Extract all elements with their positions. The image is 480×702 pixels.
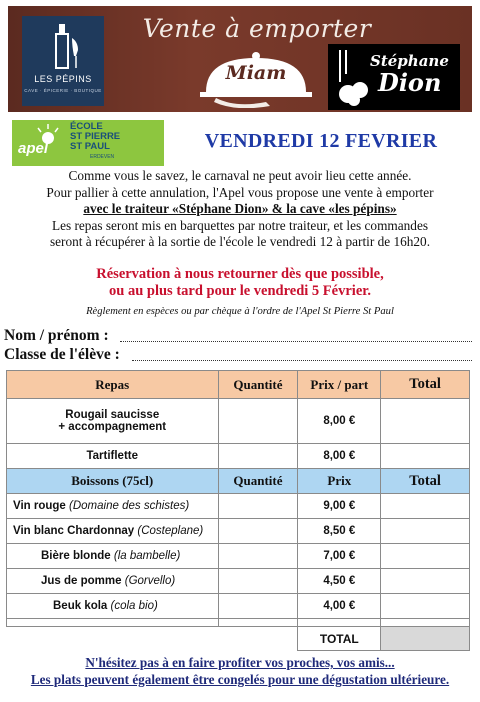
footer-notice: N'hésitez pas à en faire profiter vos proches, vos amis... Les plats peuvent également être congelés pour une dégustation ultérieure. [30, 655, 450, 687]
table-row [7, 494, 470, 519]
header-repas: Repas [7, 371, 219, 399]
apel-logo [12, 120, 164, 166]
header-total: Total [381, 371, 470, 399]
price-cell: 8,50 € [298, 519, 381, 544]
header-banner [8, 6, 472, 112]
class-field[interactable] [4, 346, 120, 364]
total-cell[interactable] [381, 519, 470, 544]
quantity-cell[interactable] [218, 494, 298, 519]
table-row [7, 544, 470, 569]
intro-paragraph: Comme vous le savez, le carnaval ne peut avoir lieu cette année. Pour pallier à cette annulation, l'Apel vous propose une vente à emporter avec le traiteur «Stéphane Dion» & la cave «les pépins» Les repas seront mis en barquettes par notre traiteur, et les commandes seront à récupérer à la sortie de l'école le vendredi 12 à partir de 16h20. [6, 168, 474, 251]
item-biere: Bière blonde (la bambelle) [7, 544, 219, 569]
order-table [6, 370, 470, 651]
table-row [7, 444, 470, 469]
date-title: VENDREDI 12 FEVRIER [204, 130, 438, 152]
table-row [7, 594, 470, 619]
table-row [7, 619, 470, 627]
total-row [7, 627, 470, 651]
total-cell[interactable] [381, 444, 470, 469]
price-cell: 8,00 € [298, 399, 381, 444]
total-label: TOTAL [298, 627, 381, 651]
pepins-subtitle: CAVE · ÉPICERIE · BOUTIQUE [24, 88, 102, 93]
item-beuk-kola: Beuk kola (cola bio) [7, 594, 219, 619]
price-cell: 4,00 € [298, 594, 381, 619]
quantity-cell[interactable] [218, 519, 298, 544]
quantity-cell[interactable] [218, 444, 298, 469]
banner-title: Vente à emporter [142, 14, 372, 43]
header-prix-part: Prix / part [298, 371, 381, 399]
payment-note: Règlement en espèces ou par chèque à l'ordre de l'Apel St Pierre St Paul [86, 306, 394, 317]
pepins-name: LES PÉPINS [34, 74, 92, 84]
boissons-header-row [7, 469, 470, 494]
header-boissons: Boissons (75cl) [7, 469, 219, 494]
grand-total-cell[interactable] [381, 627, 470, 651]
item-vin-blanc: Vin blanc Chardonnay (Costeplane) [7, 519, 219, 544]
header-prix: Prix [298, 469, 381, 494]
item-vin-rouge: Vin rouge (Domaine des schistes) [7, 494, 219, 519]
header-quantite: Quantité [218, 469, 298, 494]
les-pepins-logo [22, 16, 104, 106]
apel-town: ERDEVEN [90, 154, 115, 160]
apel-school-name: ÉCOLE ST PIERRE ST PAUL [70, 121, 121, 152]
total-cell[interactable] [381, 494, 470, 519]
header-quantite: Quantité [218, 371, 298, 399]
total-cell[interactable] [381, 399, 470, 444]
chef-hat-icon [330, 44, 374, 110]
price-cell: 9,00 € [298, 494, 381, 519]
price-cell: 8,00 € [298, 444, 381, 469]
bottle-icon [22, 16, 104, 74]
dion-last-name: Dion [378, 68, 442, 97]
price-cell: 7,00 € [298, 544, 381, 569]
cloche-word: Miam [225, 62, 287, 84]
item-rougail: Rougail saucisse + accompagnement [7, 399, 219, 444]
name-label: Nom / prénom : [4, 327, 109, 344]
item-jus-pomme: Jus de pomme (Gorvello) [7, 569, 219, 594]
quantity-cell[interactable] [218, 594, 298, 619]
table-row [7, 519, 470, 544]
repas-header-row [7, 371, 470, 399]
name-dotted-line[interactable] [120, 326, 472, 342]
dion-first-name: Stéphane [370, 52, 449, 70]
table-row [7, 569, 470, 594]
total-cell[interactable] [381, 594, 470, 619]
stephane-dion-logo [328, 44, 460, 110]
item-tartiflette: Tartiflette [7, 444, 219, 469]
total-cell[interactable] [381, 544, 470, 569]
total-cell[interactable] [381, 569, 470, 594]
quantity-cell[interactable] [218, 399, 298, 444]
class-dotted-line[interactable] [132, 345, 472, 361]
reservation-notice: Réservation à nous retourner dès que possible, ou au plus tard pour le vendredi 5 Février. [96, 266, 384, 299]
apel-word: apel [18, 140, 49, 157]
class-label: Classe de l'élève : [4, 346, 120, 363]
quantity-cell[interactable] [218, 544, 298, 569]
caterer-line: avec le traiteur «Stéphane Dion» & la cave «les pépins» [83, 201, 397, 216]
quantity-cell[interactable] [218, 569, 298, 594]
name-field[interactable] [4, 327, 109, 345]
table-row [7, 399, 470, 444]
price-cell: 4,50 € [298, 569, 381, 594]
header-total: Total [381, 469, 470, 494]
